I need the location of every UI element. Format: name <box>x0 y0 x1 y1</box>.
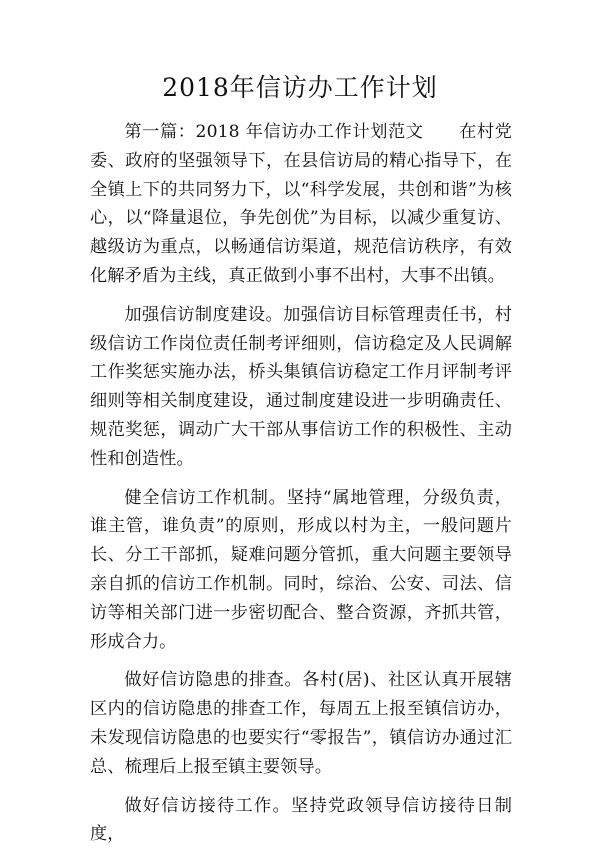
document-body <box>90 118 512 859</box>
paragraph-risk-screening: 做好信访隐患的排查。各村(居)、社区认真开展辖区内的信访隐患的排查工作，每周五上报至镇信访办，未发现信访隐患的也要实行“零报告”，镇信访办通过汇总、梳理后上报至镇主要领导。 <box>90 670 512 777</box>
paragraph-reception-work: 做好信访接待工作。坚持党政领导信访接待日制度， <box>90 795 512 845</box>
document-title: 2018年信访办工作计划 <box>162 73 438 102</box>
paragraph-work-mechanism: 健全信访工作机制。坚持“属地管理，分级负责，谁主管，谁负责”的原则，形成以村为主，一般问题片长、分工干部抓，疑难问题分管抓，重大问题主要领导亲自抓的信访工作机制。同时，综治、公安、司法、信访等相关部门进一步密切配合、整合资源，齐抓共管，形成合力。 <box>90 487 512 652</box>
paragraph-system-building: 加强信访制度建设。加强信访目标管理责任书，村级信访工作岗位责任制考评细则，信访稳定及人民调解工作奖惩实施办法，桥头集镇信访稳定工作月评制考评细则等相关制度建设，通过制度建设进一步明确责任、规范奖惩，调动广大干部从事信访工作的积极性、主动性和创造性。 <box>90 304 512 469</box>
paragraph-intro: 第一篇：2018 年信访办工作计划范文 在村党委、政府的坚强领导下，在县信访局的精心指导下，在全镇上下的共同努力下，以“科学发展，共创和谐”为核心，以“降量退位，争先创优”为目标，以减少重复访、越级访为重点，以畅通信访渠道，规范信访秩序，有效化解矛盾为主线，真正做到小事不出村，大事不出镇。 <box>90 122 512 286</box>
